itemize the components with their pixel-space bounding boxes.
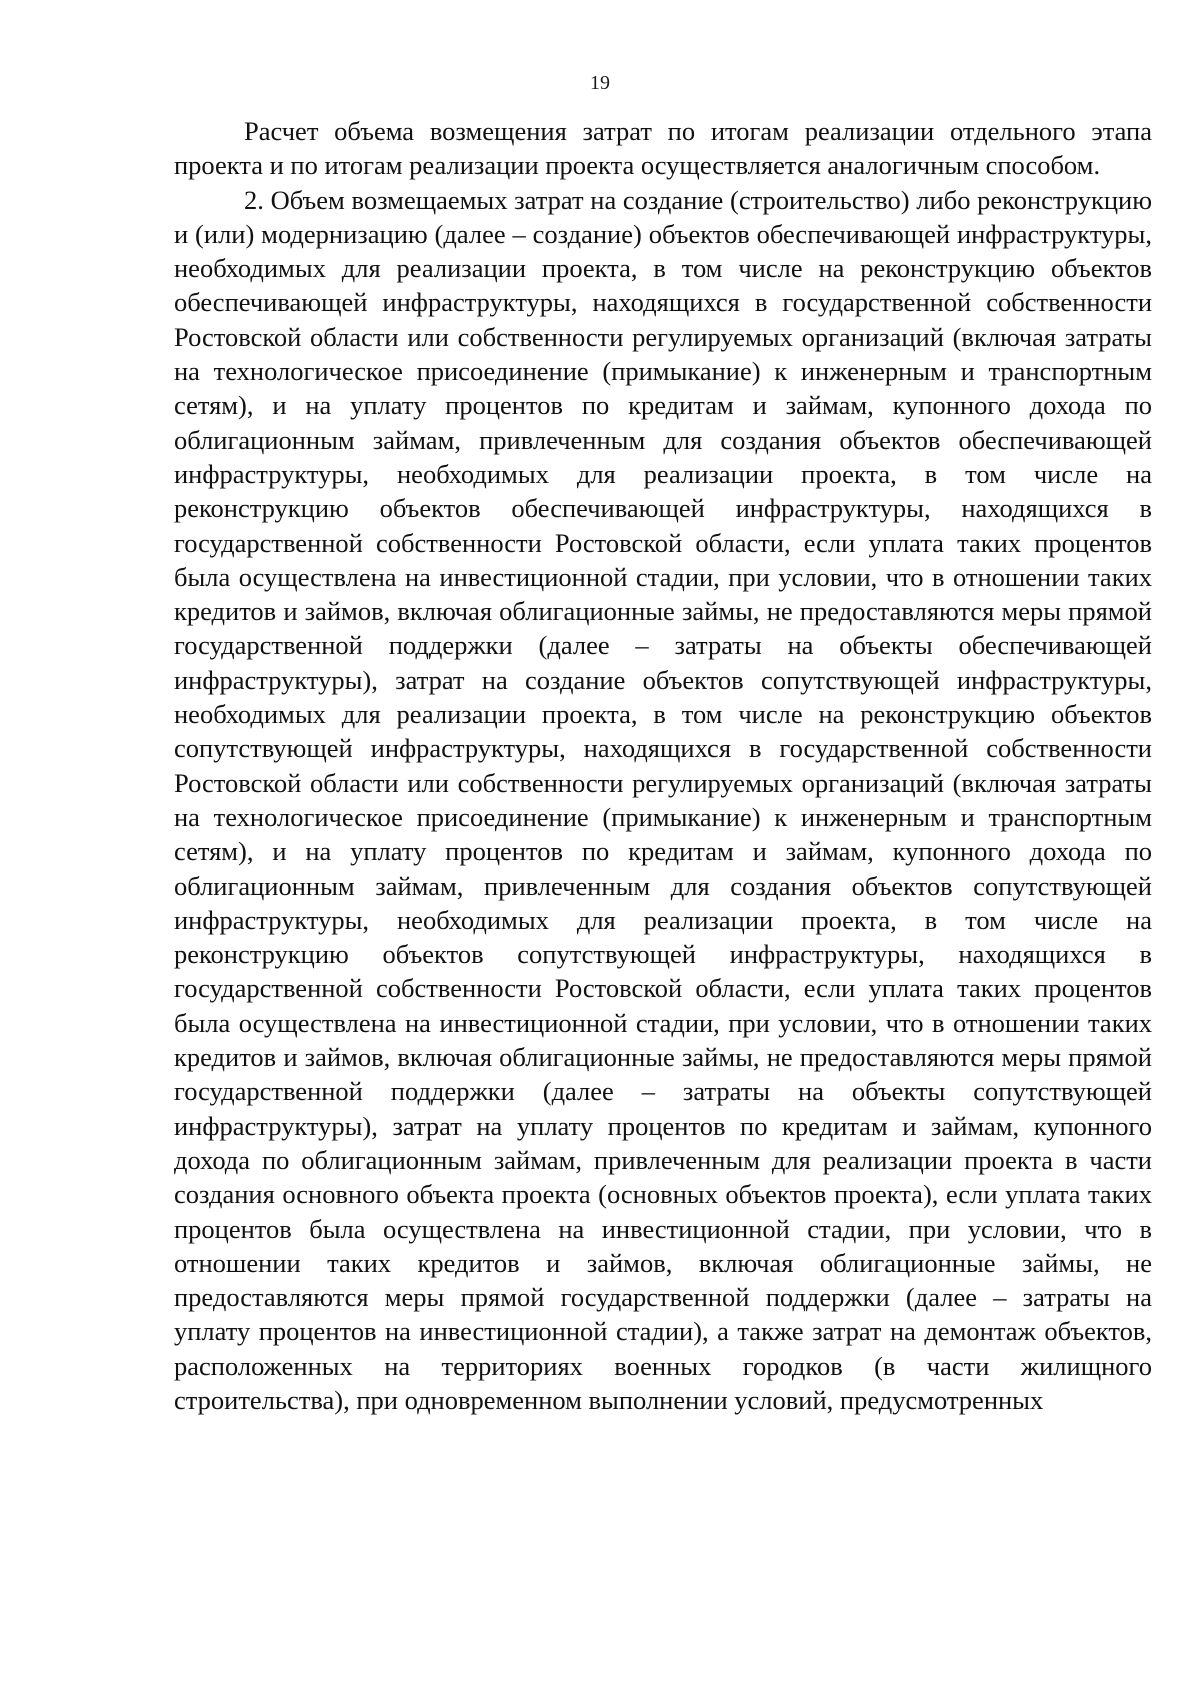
page-number: 19 — [590, 72, 610, 94]
paragraph-cost-calculation: Расчет объема возмещения затрат по итогам реализации отдельного этапа проекта и по итогам реализации проекта осуществляется аналогичным способом. — [174, 116, 1152, 181]
document-body — [174, 114, 1152, 1417]
paragraph-reimbursable-costs: 2. Объем возмещаемых затрат на создание (строительство) либо реконструкцию и (или) модернизацию (далее – создание) объектов обеспечивающей инфраструктуры, необходимых для реализации проекта, в том числе на реконструкцию объектов обеспечивающей инфраструктуры, находящихся в государственной собственности Ростовской области или собственности регулируемых организаций (включая затраты на технологическое присоединение (примыкание) к инженерным и транспортным сетям), и на уплату процентов по кредитам и займам, купонного дохода по облигационным займам, привлеченным для создания объектов обеспечивающей инфраструктуры, необходимых для реализации проекта, в том числе на реконструкцию объектов обеспечивающей инфраструктуры, находящихся в государственной собственности Ростовской области, если уплата таких процентов была осуществлена на инвестиционной стадии, при условии, что в отношении таких кредитов и займов, включая облигационные займы, не предоставляются меры прямой государственной поддержки (далее – затраты на объекты обеспечивающей инфраструктуры), затрат на создание объектов сопутствующей инфраструктуры, необходимых для реализации проекта, в том числе на реконструкцию объектов сопутствующей инфраструктуры, находящихся в государственной собственности Ростовской области или собственности регулируемых организаций (включая затраты на технологическое присоединение (примыкание) к инженерным и транспортным сетям), и на уплату процентов по кредитам и займам, купонного дохода по облигационным займам, привлеченным для создания объектов сопутствующей инфраструктуры, необходимых для реализации проекта, в том числе на реконструкцию объектов сопутствующей инфраструктуры, находящихся в государственной собственности Ростовской области, если уплата таких процентов была осуществлена на инвестиционной стадии, при условии, что в отношении таких кредитов и займов, включая облигационные займы, не предоставляются меры прямой государственной поддержки (далее – затраты на объекты сопутствующей инфраструктуры), затрат на уплату процентов по кредитам и займам, купонного дохода по облигационным займам, привлеченным для реализации проекта в части создания основного объекта проекта (основных объектов проекта), если уплата таких процентов была осуществлена на инвестиционной стадии, при условии, что в отношении таких кредитов и займов, включая облигационные займы, не предоставляются меры прямой государственной поддержки (далее – затраты на уплату процентов на инвестиционной стадии), а также затрат на демонтаж объектов, расположенных на территориях военных городков (в части жилищного строительства), при одновременном выполнении условий, предусмотренных — [174, 184, 1152, 1415]
